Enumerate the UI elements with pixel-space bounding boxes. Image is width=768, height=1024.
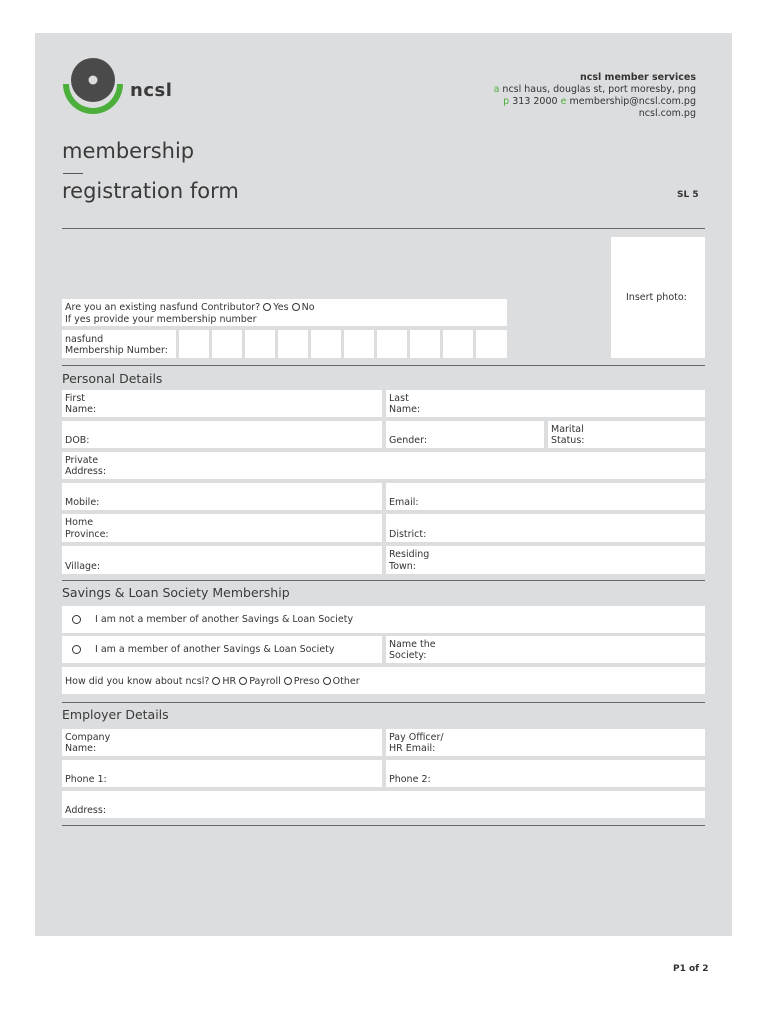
phone2-field[interactable]: Phone 2: — [386, 760, 705, 787]
nasfund-digit-box[interactable] — [212, 330, 242, 358]
contact-address-line: a ncsl haus, douglas st, port moresby, png — [493, 84, 696, 95]
pay-officer-email-field[interactable]: Pay Officer/ HR Email: — [386, 729, 705, 756]
home-province-field[interactable]: Home Province: — [62, 514, 382, 542]
nasfund-question-box — [62, 299, 507, 326]
nasfund-note: If yes provide your membership number — [65, 314, 257, 325]
personal-details-heading: Personal Details — [62, 371, 163, 386]
radio-circle-icon — [323, 677, 331, 685]
private-address-field[interactable]: Private Address: — [62, 452, 705, 479]
nasfund-digit-box[interactable] — [311, 330, 341, 358]
how-know-box — [62, 667, 705, 694]
contact-email: membership@ncsl.com.pg — [569, 96, 696, 107]
radio-hr[interactable]: HR — [212, 676, 236, 687]
village-field[interactable]: Village: — [62, 546, 382, 574]
form-title-line2: registration form — [62, 179, 239, 203]
nasfund-label-1: nasfund — [65, 334, 104, 345]
employer-heading: Employer Details — [62, 707, 169, 722]
photo-box[interactable] — [611, 237, 705, 358]
savings-heading: Savings & Loan Society Membership — [62, 585, 290, 600]
header-divider — [62, 228, 705, 229]
contact-phone-email-line: p 313 2000 e membership@ncsl.com.pg — [503, 96, 696, 107]
nasfund-label-2: Membership Number: — [65, 345, 168, 356]
nasfund-digit-box[interactable] — [377, 330, 407, 358]
employer-address-field[interactable]: Address: — [62, 791, 705, 818]
nasfund-digit-box[interactable] — [245, 330, 275, 358]
radio-circle-icon — [212, 677, 220, 685]
section-divider — [62, 365, 705, 366]
residing-town-field[interactable]: Residing Town: — [386, 546, 705, 574]
option-not-member[interactable]: I am not a member of another Savings & Loan Society — [62, 606, 705, 633]
form-code: SL 5 — [677, 190, 699, 200]
nasfund-digit-box[interactable] — [443, 330, 473, 358]
form-title-line1: membership — [62, 139, 195, 163]
radio-payroll[interactable]: Payroll — [239, 676, 281, 687]
contact-address: ncsl haus, douglas st, port moresby, png — [502, 84, 696, 95]
nasfund-digit-box[interactable] — [410, 330, 440, 358]
page-number: P1 of 2 — [673, 964, 709, 974]
radio-circle-icon — [284, 677, 292, 685]
radio-circle-icon — [72, 615, 81, 624]
services-title: ncsl member services — [579, 72, 696, 83]
section-divider — [62, 825, 705, 826]
first-name-field[interactable]: First Name: — [62, 390, 382, 417]
section-divider — [62, 702, 705, 703]
phone1-field[interactable]: Phone 1: — [62, 760, 382, 787]
how-know-line — [65, 676, 360, 688]
nasfund-question-line — [65, 302, 315, 314]
radio-circle-icon — [239, 677, 247, 685]
title-divider — [63, 173, 83, 174]
contact-phone: 313 2000 — [512, 96, 558, 107]
gender-field[interactable]: Gender: — [386, 421, 544, 448]
option-member[interactable]: I am a member of another Savings & Loan Society — [62, 636, 382, 663]
nasfund-question: Are you an existing nasfund Contributor? — [65, 302, 261, 313]
nasfund-digit-box[interactable] — [344, 330, 374, 358]
nasfund-digit-box[interactable] — [476, 330, 507, 358]
radio-yes[interactable]: Yes — [263, 302, 288, 313]
society-name-field[interactable]: Name the Society: — [386, 636, 705, 663]
section-divider — [62, 580, 705, 581]
how-know-question: How did you know about ncsl? — [65, 676, 210, 687]
photo-label: Insert photo: — [626, 292, 687, 303]
brand-name: ncsl — [130, 80, 173, 101]
radio-preso[interactable]: Preso — [284, 676, 320, 687]
radio-other[interactable]: Other — [323, 676, 360, 687]
nasfund-number-label-box — [62, 330, 176, 358]
company-name-field[interactable]: Company Name: — [62, 729, 382, 756]
last-name-field[interactable]: Last Name: — [386, 390, 705, 417]
radio-circle-icon — [263, 303, 271, 311]
email-field[interactable]: Email: — [386, 483, 705, 510]
mobile-field[interactable]: Mobile: — [62, 483, 382, 510]
radio-circle-icon — [72, 645, 81, 654]
contact-block — [494, 72, 696, 120]
nasfund-digit-box[interactable] — [278, 330, 308, 358]
marital-status-field[interactable]: Marital Status: — [548, 421, 705, 448]
radio-circle-icon — [292, 303, 300, 311]
district-field[interactable]: District: — [386, 514, 705, 542]
nasfund-digit-box[interactable] — [179, 330, 209, 358]
radio-no[interactable]: No — [292, 302, 315, 313]
contact-website: ncsl.com.pg — [638, 108, 696, 119]
dob-field[interactable]: DOB: — [62, 421, 382, 448]
